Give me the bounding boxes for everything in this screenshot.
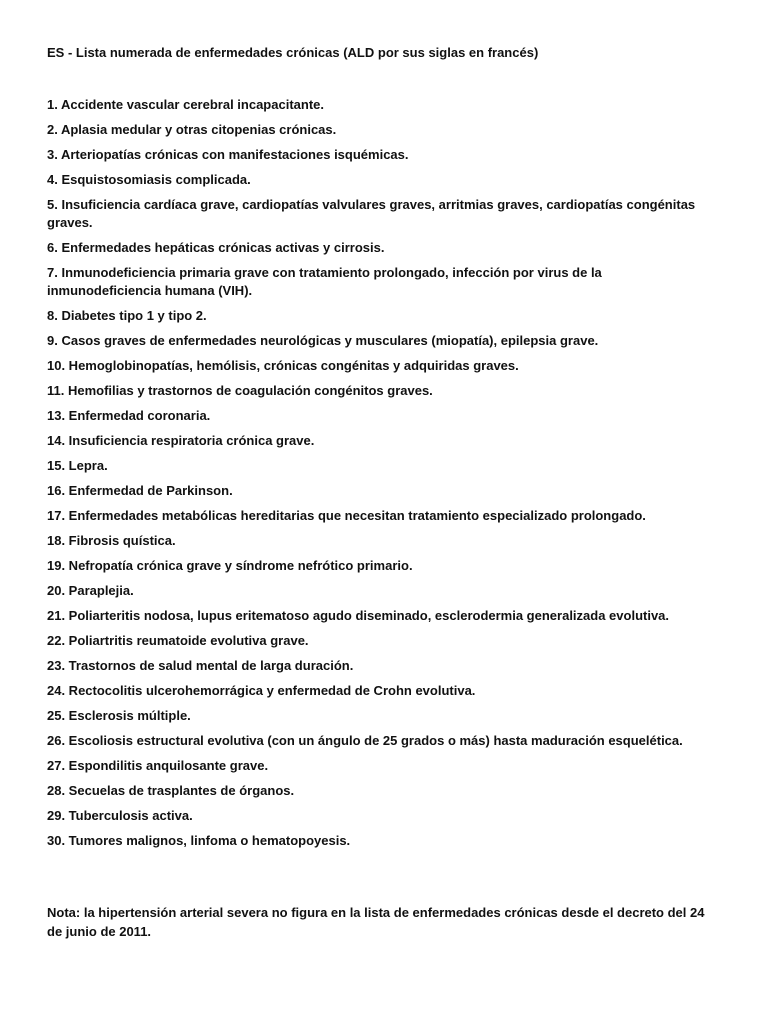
list-item: 19. Nefropatía crónica grave y síndrome nefrótico primario.	[47, 558, 413, 573]
list-item: 28. Secuelas de trasplantes de órganos.	[47, 783, 295, 798]
list-item: 9. Casos graves de enfermedades neurológicas y musculares (miopatía), epilepsia grave.	[47, 333, 599, 348]
list-item: 14. Insuficiencia respiratoria crónica grave.	[47, 433, 315, 448]
list-item: 2. Aplasia medular y otras citopenias crónicas.	[47, 122, 337, 137]
list-item: 1. Accidente vascular cerebral incapacitante.	[47, 97, 324, 112]
list-item: 4. Esquistosomiasis complicada.	[47, 172, 251, 187]
list-item: 5. Insuficiencia cardíaca grave, cardiopatías valvulares graves, arritmias graves, cardiopatías congénitas graves.	[47, 197, 696, 230]
list-item: 30. Tumores malignos, linfoma o hematopoyesis.	[47, 833, 351, 848]
list-item: 18. Fibrosis quística.	[47, 533, 176, 548]
disease-list	[47, 96, 719, 850]
list-item: 24. Rectocolitis ulcerohemorrágica y enfermedad de Crohn evolutiva.	[47, 683, 476, 698]
list-item: 15. Lepra.	[47, 458, 108, 473]
list-item: 21. Poliarteritis nodosa, lupus eritematoso agudo diseminado, esclerodermia generalizada evolutiva.	[47, 608, 670, 623]
list-item: 27. Espondilitis anquilosante grave.	[47, 758, 269, 773]
list-item: 17. Enfermedades metabólicas hereditarias que necesitan tratamiento especializado prolongado.	[47, 508, 646, 523]
list-item: 29. Tuberculosis activa.	[47, 808, 193, 823]
list-item: 6. Enfermedades hepáticas crónicas activas y cirrosis.	[47, 240, 385, 255]
list-item: 10. Hemoglobinopatías, hemólisis, crónicas congénitas y adquiridas graves.	[47, 358, 519, 373]
list-item: 16. Enfermedad de Parkinson.	[47, 483, 233, 498]
list-item: 8. Diabetes tipo 1 y tipo 2.	[47, 308, 207, 323]
list-item: 23. Trastornos de salud mental de larga duración.	[47, 658, 354, 673]
list-item: 7. Inmunodeficiencia primaria grave con tratamiento prolongado, infección por virus de la inmunodeficiencia humana (VIH).	[47, 265, 602, 298]
list-item: 22. Poliartritis reumatoide evolutiva grave.	[47, 633, 309, 648]
list-item: 3. Arteriopatías crónicas con manifestaciones isquémicas.	[47, 147, 409, 162]
list-item: 11. Hemofilias y trastornos de coagulación congénitos graves.	[47, 383, 433, 398]
list-item: 20. Paraplejia.	[47, 583, 134, 598]
list-item: 25. Esclerosis múltiple.	[47, 708, 191, 723]
document-title: ES - Lista numerada de enfermedades crónicas (ALD por sus siglas en francés)	[47, 45, 539, 60]
document-note: Nota: la hipertensión arterial severa no figura en la lista de enfermedades crónicas desde el decreto del 24 de junio de 2011.	[47, 905, 705, 939]
list-item: 26. Escoliosis estructural evolutiva (con un ángulo de 25 grados o más) hasta maduración esquelética.	[47, 733, 683, 748]
list-item: 13. Enfermedad coronaria.	[47, 408, 211, 423]
document-page	[47, 44, 719, 941]
